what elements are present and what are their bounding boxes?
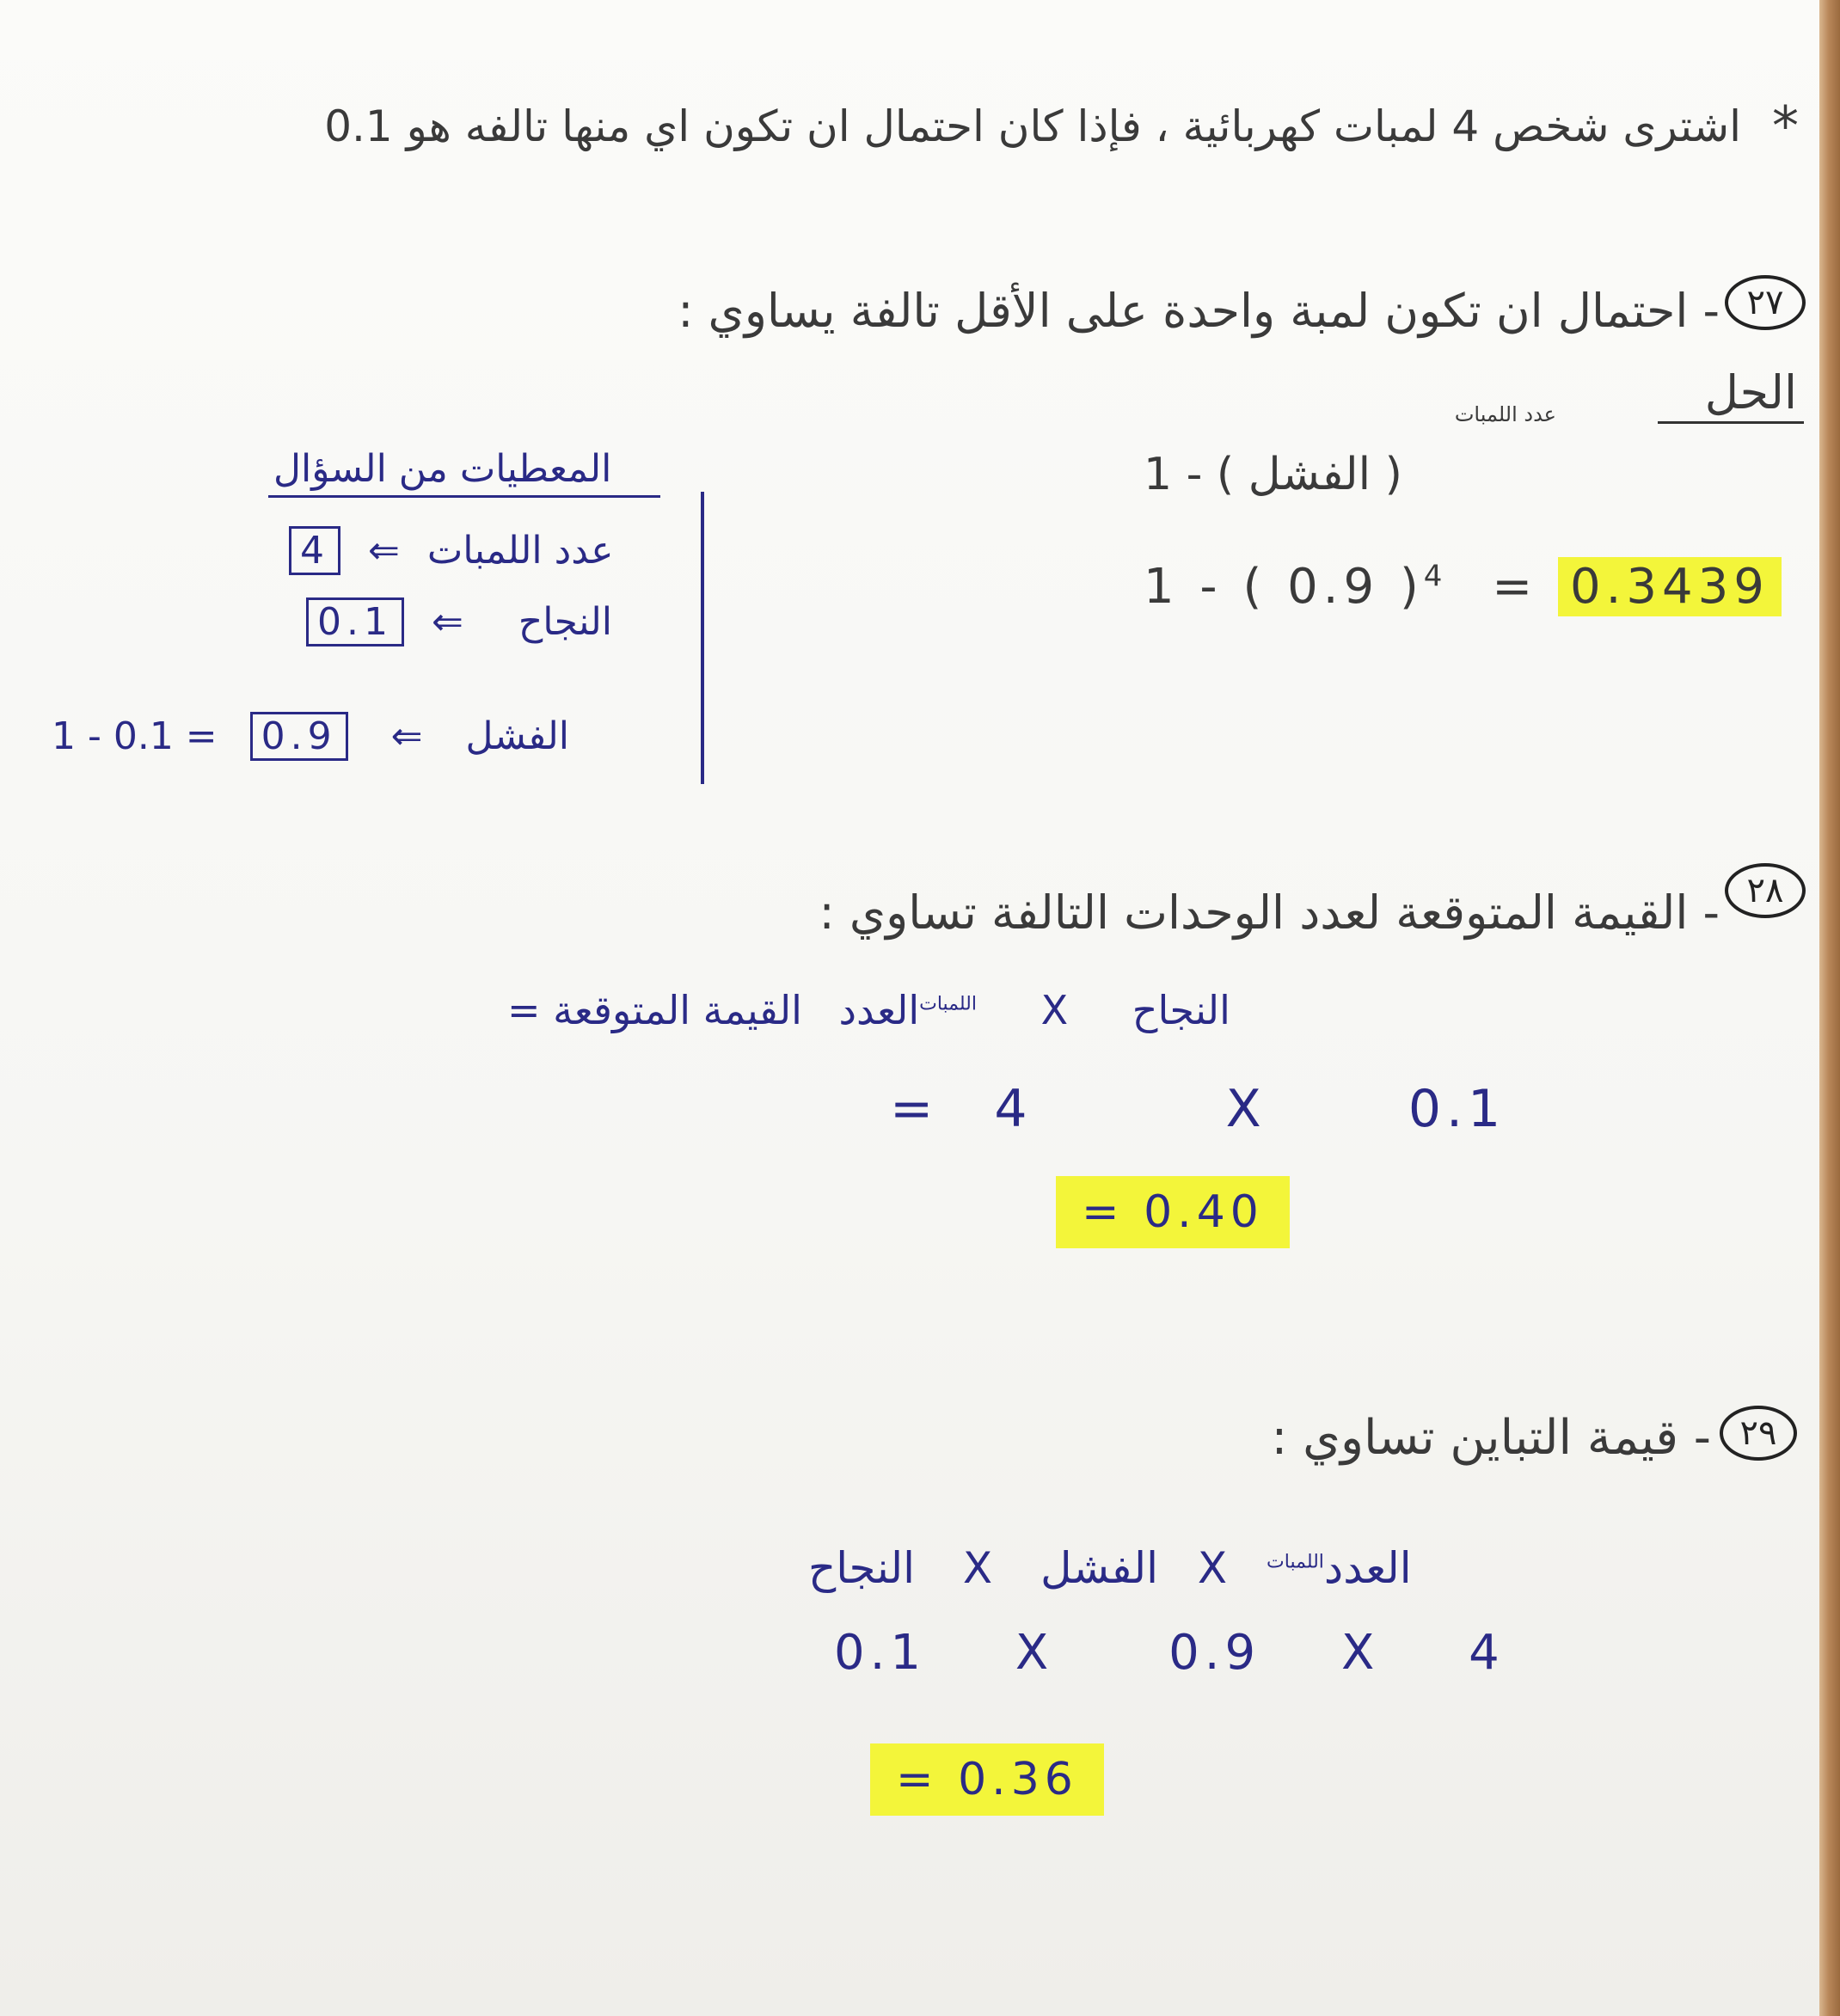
- formula-29-count-sup: اللمبات: [1267, 1551, 1324, 1573]
- givens-side-calc: 1 - 0.1 =: [52, 714, 218, 758]
- formula-28-step: [890, 1079, 1506, 1139]
- givens-row-success: [306, 597, 612, 646]
- givens-failure-value: 0.9: [250, 712, 348, 761]
- formula-29: [808, 1543, 1412, 1593]
- formula-28-lhs: القيمة المتوقعة =: [507, 987, 802, 1033]
- formula-29-success: النجاح: [808, 1543, 915, 1593]
- givens-success-value: 0.1: [306, 597, 404, 646]
- givens-count-label: عدد اللمبات: [426, 529, 614, 573]
- values-29: [834, 1625, 1505, 1681]
- values-29-count: 4: [1469, 1625, 1505, 1681]
- formula-29-times-1: X: [962, 1543, 993, 1593]
- givens-failure-arrow: ⇐: [390, 714, 423, 758]
- answer-28: = 0.40: [1056, 1176, 1290, 1248]
- formula-29-failure: الفشل: [1040, 1543, 1158, 1593]
- formula-28-times: X: [1040, 987, 1069, 1033]
- formula-28-count: العدد: [838, 987, 920, 1033]
- formula-line-1: 1 - ( الفشل ): [1144, 449, 1402, 500]
- givens-title-underline: [268, 495, 660, 498]
- question-28-text: - القيمة المتوقعة لعدد الوحدات التالفة تساوي :: [819, 885, 1720, 940]
- solution-underline: [1658, 421, 1804, 424]
- formula-28-step-times: X: [1225, 1079, 1267, 1139]
- values-29-success: 0.1: [834, 1625, 927, 1681]
- question-27-number: [1725, 275, 1806, 330]
- answer-29-wrap: [870, 1754, 1104, 1805]
- givens-failure-label: الفشل: [465, 714, 569, 758]
- givens-title: المعطيات من السؤال: [273, 447, 612, 491]
- table-edge: [1819, 0, 1840, 2016]
- givens-divider: [701, 492, 704, 784]
- answer-28-wrap: [1056, 1186, 1290, 1238]
- formula-29-count: العدد: [1323, 1543, 1412, 1593]
- question-27-number-text: ٢٧: [1746, 283, 1784, 322]
- formula-28-step-eq: =: [890, 1079, 939, 1139]
- question-27-text: - احتمال ان تكون لمبة واحدة على الأقل تالفة يساوي :: [678, 284, 1720, 338]
- answer-27: 0.3439: [1558, 557, 1782, 616]
- question-29-text: - قيمة التباين تساوي :: [1271, 1410, 1711, 1466]
- intro-text: اشترى شخص 4 لمبات كهربائية ، فإذا كان احتمال ان تكون اي منها تالفه هو 0.1: [324, 101, 1741, 151]
- formula-28-count-sup: اللمبات: [919, 993, 977, 1015]
- intro-star: *: [1772, 95, 1799, 157]
- values-29-failure: 0.9: [1168, 1625, 1261, 1681]
- solution-label: الحل: [1704, 365, 1797, 420]
- formula-28: [507, 987, 1230, 1033]
- givens-success-label: النجاح: [518, 600, 612, 644]
- formula-line-2-text: 1 - ( 0.9 ): [1144, 559, 1424, 615]
- question-29-number: [1720, 1406, 1797, 1461]
- givens-count-arrow: ⇐: [368, 529, 400, 573]
- givens-success-arrow: ⇐: [431, 600, 463, 644]
- formula-28-step-b: 0.1: [1408, 1079, 1506, 1139]
- values-29-times-1: X: [1015, 1625, 1054, 1681]
- givens-count-value: 4: [289, 526, 340, 575]
- values-29-times-2: X: [1340, 1625, 1380, 1681]
- formula-equals: =: [1492, 559, 1538, 615]
- givens-row-count: [289, 526, 614, 575]
- formula-28-success: النجاح: [1132, 987, 1230, 1033]
- formula-superscript: عدد اللمبات: [1454, 402, 1556, 426]
- question-28-number-text: ٢٨: [1746, 871, 1784, 910]
- answer-29: = 0.36: [870, 1743, 1104, 1816]
- formula-28-step-a: 4: [994, 1079, 1033, 1139]
- question-28-number: [1725, 863, 1806, 918]
- formula-line-2: [1144, 559, 1782, 615]
- question-29-number-text: ٢٩: [1739, 1413, 1777, 1453]
- formula-exponent: 4: [1423, 559, 1448, 594]
- formula-29-times-2: X: [1197, 1543, 1228, 1593]
- givens-row-failure: [52, 712, 569, 761]
